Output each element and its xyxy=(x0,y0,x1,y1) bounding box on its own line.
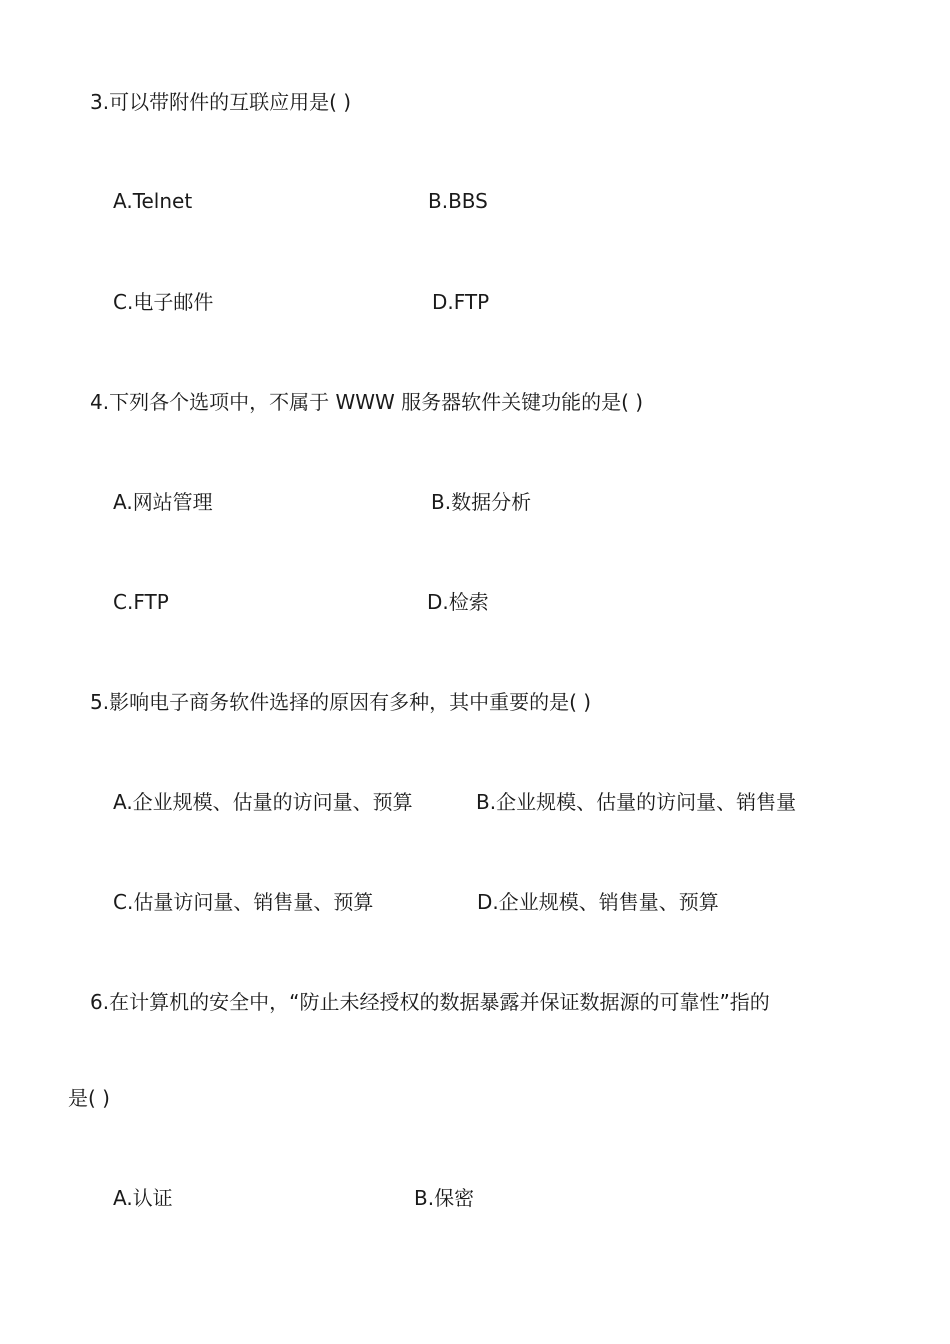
question-5-option-d: D.企业规模、销售量、预算 xyxy=(477,890,719,914)
question-4-option-b: B.数据分析 xyxy=(431,490,532,514)
question-5-stem: 5.影响电子商务软件选择的原因有多种，其中重要的是( ) xyxy=(90,690,592,714)
question-3-option-b: B.BBS xyxy=(428,189,488,213)
question-3-stem: 3.可以带附件的互联应用是( ) xyxy=(90,90,352,114)
question-3-option-c: C.电子邮件 xyxy=(113,290,214,314)
question-4-option-d: D.检索 xyxy=(427,590,489,614)
question-5-option-a: A.企业规模、估量的访问量、预算 xyxy=(113,790,413,814)
question-3-option-a: A.Telnet xyxy=(113,189,193,213)
question-5-option-b: B.企业规模、估量的访问量、销售量 xyxy=(476,790,797,814)
question-6-stem: 6.在计算机的安全中，“防止未经授权的数据暴露并保证数据源的可靠性”指的 xyxy=(90,990,770,1014)
question-5-option-c: C.估量访问量、销售量、预算 xyxy=(113,890,374,914)
question-6-option-b: B.保密 xyxy=(414,1186,475,1210)
question-4-stem: 4.下列各个选项中，不属于 WWW 服务器软件关键功能的是( ) xyxy=(90,390,644,414)
question-4-option-c: C.FTP xyxy=(113,590,169,614)
question-4-option-a: A.网站管理 xyxy=(113,490,213,514)
question-6-stem-continuation: 是( ) xyxy=(68,1086,110,1110)
question-6-option-a: A.认证 xyxy=(113,1186,173,1210)
question-3-option-d: D.FTP xyxy=(432,290,490,314)
